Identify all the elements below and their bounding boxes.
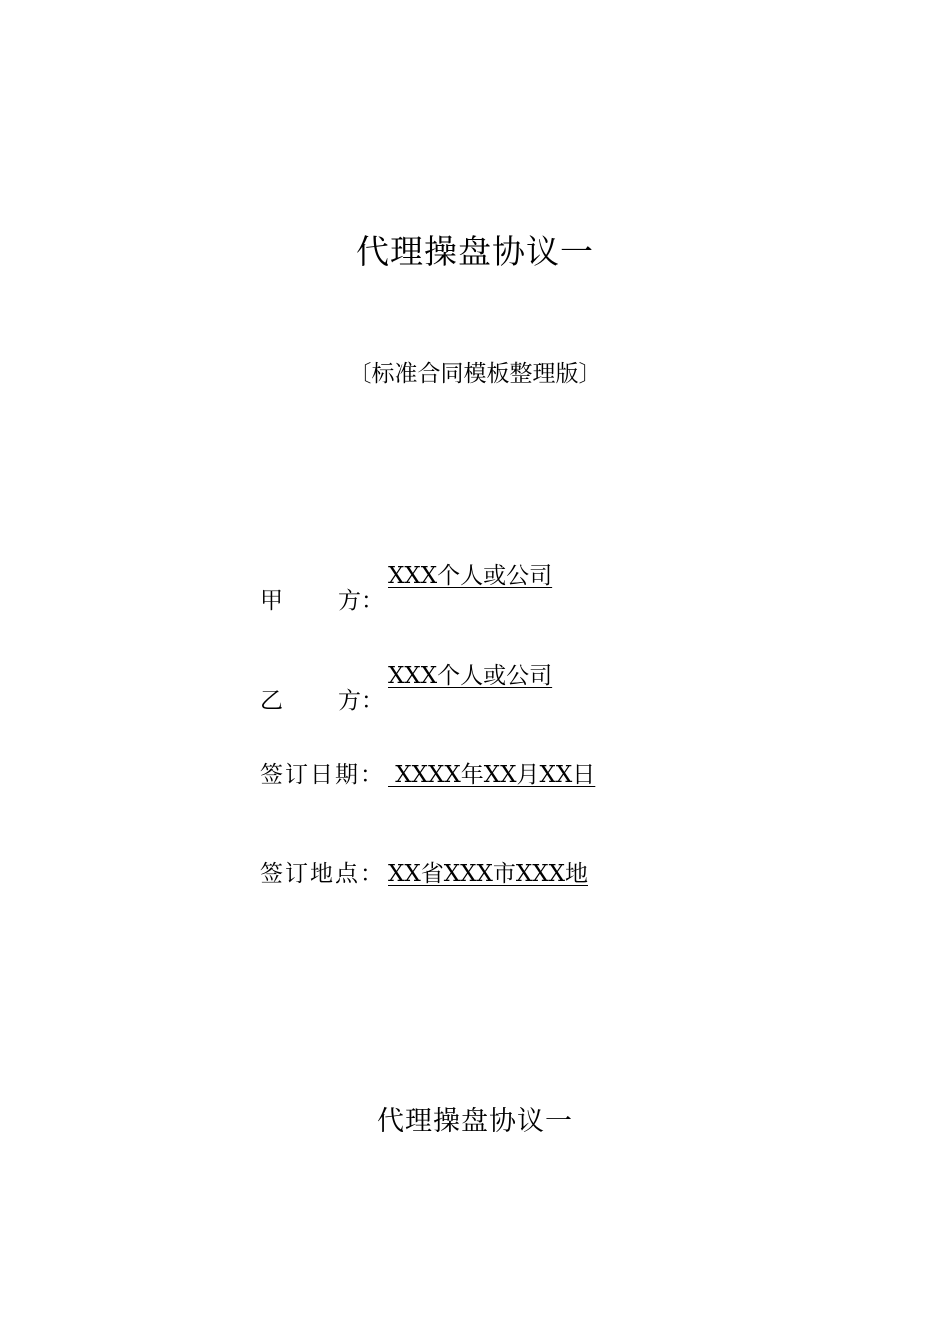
party-a-row [260,558,616,614]
document-title: 代理操盘协议一 [356,232,594,271]
party-a-label-char2: 方： [338,588,384,614]
party-b-row [260,658,616,714]
section-title: 代理操盘协议一 [377,1106,573,1137]
party-b-value: XXX个人或公司 [388,663,553,689]
sign-place-label: 签订地点： [260,861,385,887]
party-b-label-char2: 方： [338,688,384,714]
party-a-label-char1: 甲 [260,588,283,614]
sign-place-row [260,856,610,892]
document-subtitle: 〔标准合同模板整理版〕 [348,361,602,387]
sign-date-row [260,757,636,793]
party-b-label-char1: 乙 [260,688,283,714]
sign-date-value: XXXX年XX月XX日 [388,762,596,788]
party-a-value: XXX个人或公司 [388,563,553,589]
sign-place-value: XX省XXX市XXX地 [388,861,588,887]
sign-date-label: 签订日期： [260,762,385,788]
